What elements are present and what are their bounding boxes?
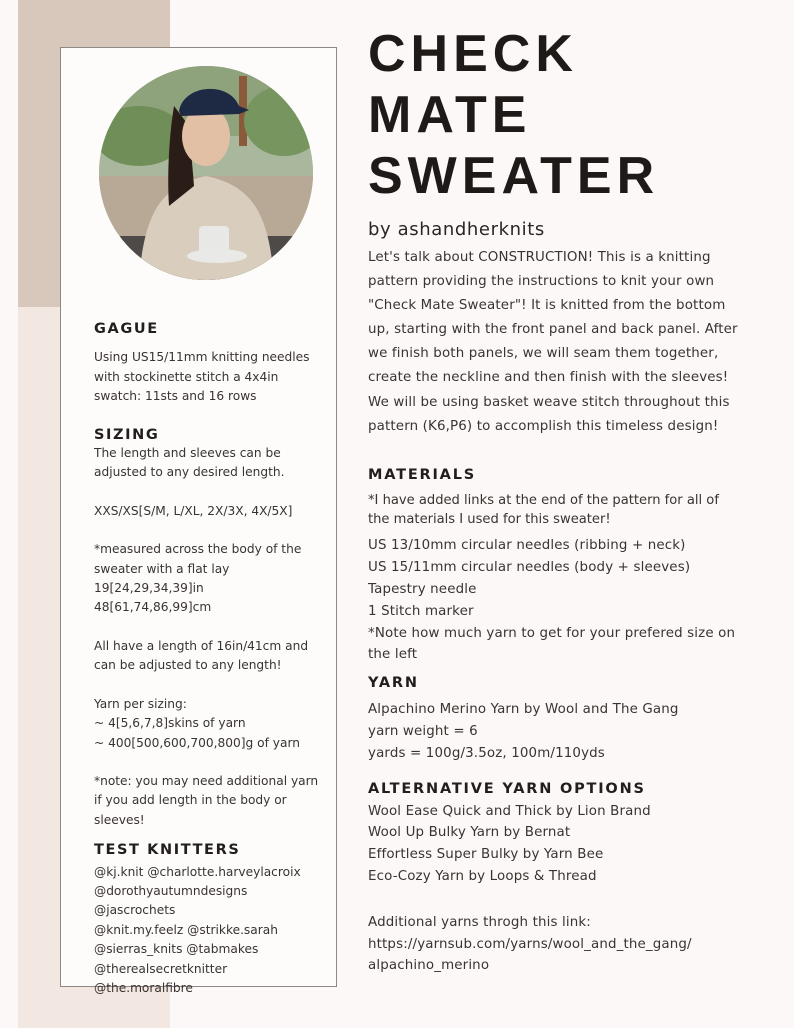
material-item: 1 Stitch marker — [368, 603, 474, 619]
materials-list — [368, 535, 740, 666]
extra-yarn-note: *note: you may need additional yarn if you add length in the body or sleeves! — [94, 773, 319, 827]
tester-line: @sierras_knits @tabmakes — [94, 942, 259, 957]
alternative-yarn-list — [368, 801, 740, 888]
materials-heading: MATERIALS — [368, 466, 476, 483]
designer-photo-illustration — [99, 66, 313, 280]
sizing-measure-note: *measured across the body of the sweater with a flat lay — [94, 542, 302, 576]
alternative-yarn-line: Eco-Cozy Yarn by Loops & Thread — [368, 868, 597, 884]
test-knitters-heading: TEST KNITTERS — [94, 842, 241, 859]
construction-intro: Let's talk about CONSTRUCTION! This is a knitting pattern providing the instructions to knit your own "Check Mate Sweater"! It is knitted from the bottom up, starting with the front panel and back panel. After we finish both panels, we will seam them together, create the neckline and then finish with the sleeves! We will be using basket weave stitch throughout this pattern (K6,P6) to accomplish this timeless design! — [368, 250, 738, 434]
yarn-list — [368, 699, 740, 764]
title-line: MATE — [368, 86, 532, 144]
sizing-inches: 19[24,29,34,39]in — [94, 581, 204, 596]
main-column — [368, 24, 740, 977]
title-line: SWEATER — [368, 147, 660, 205]
additional-yarns-intro: Additional yarns throgh this link: — [368, 914, 591, 930]
alternative-yarn-line: Wool Up Bulky Yarn by Bernat — [368, 825, 571, 841]
yarn-line: Alpachino Merino Yarn by Wool and The Gang — [368, 702, 679, 718]
material-item: *Note how much yarn to get for your prefered size on the left — [368, 625, 736, 663]
materials-note: *I have added links at the end of the pattern for all of the materials I used for this sweater! — [368, 492, 719, 528]
yarn-per-sizing-grams: ~ 400[500,600,700,800]g of yarn — [94, 735, 300, 750]
tester-line: @the.moralfibre — [94, 980, 193, 995]
alternative-yarn-line: Wool Ease Quick and Thick by Lion Brand — [368, 803, 651, 819]
designer-photo — [99, 66, 313, 280]
sidebar-card — [60, 47, 337, 995]
tester-line: @knit.my.feelz @strikke.sarah — [94, 922, 278, 937]
alternative-yarn-heading: ALTERNATIVE YARN OPTIONS — [368, 780, 646, 797]
sizing-heading: SIZING — [94, 426, 160, 443]
yarn-line: yarn weight = 6 — [368, 723, 478, 739]
yarn-line: yards = 100g/3.5oz, 100m/110yds — [368, 745, 605, 761]
yarn-per-sizing-skeins: ~ 4[5,6,7,8]skins of yarn — [94, 716, 246, 731]
material-item: Tapestry needle — [368, 581, 477, 597]
title-line: CHECK — [368, 25, 578, 83]
tester-line: @therealsecretknitter — [94, 961, 228, 976]
yarn-per-sizing-heading: Yarn per sizing: — [94, 696, 187, 711]
yarnsub-link[interactable]: https://yarnsub.com/yarns/wool_and_the_gang/ alpachino_merino — [368, 936, 692, 974]
material-item: US 13/10mm circular needles (ribbing + neck) — [368, 538, 686, 554]
gauge-text: Using US15/11mm knitting needles with stockinette stitch a 4x4in swatch: 11sts and 16 rows — [94, 350, 310, 404]
gauge-heading: GAGUE — [94, 321, 159, 337]
yarn-heading: YARN — [368, 675, 419, 692]
tester-line: @dorothyautumndesigns @jascrochets — [94, 883, 248, 918]
pattern-title — [368, 24, 740, 207]
sizing-length-note: All have a length of 16in/41cm and can be adjusted to any length! — [94, 638, 309, 673]
sizing-cm: 48[61,74,86,99]cm — [94, 600, 212, 615]
sidebar-text — [94, 320, 319, 998]
material-item: US 15/11mm circular needles (body + sleeves) — [368, 560, 691, 576]
alternative-yarn-line: Effortless Super Bulky by Yarn Bee — [368, 847, 604, 863]
sizing-sizes: XXS/XS[S/M, L/XL, 2X/3X, 4X/5X] — [94, 503, 293, 518]
sizing-text: The length and sleeves can be adjusted to any desired length. — [94, 446, 285, 480]
designer-byline: by ashandherknits — [368, 219, 545, 240]
tester-line: @kj.knit @charlotte.harveylacroix — [94, 864, 301, 879]
